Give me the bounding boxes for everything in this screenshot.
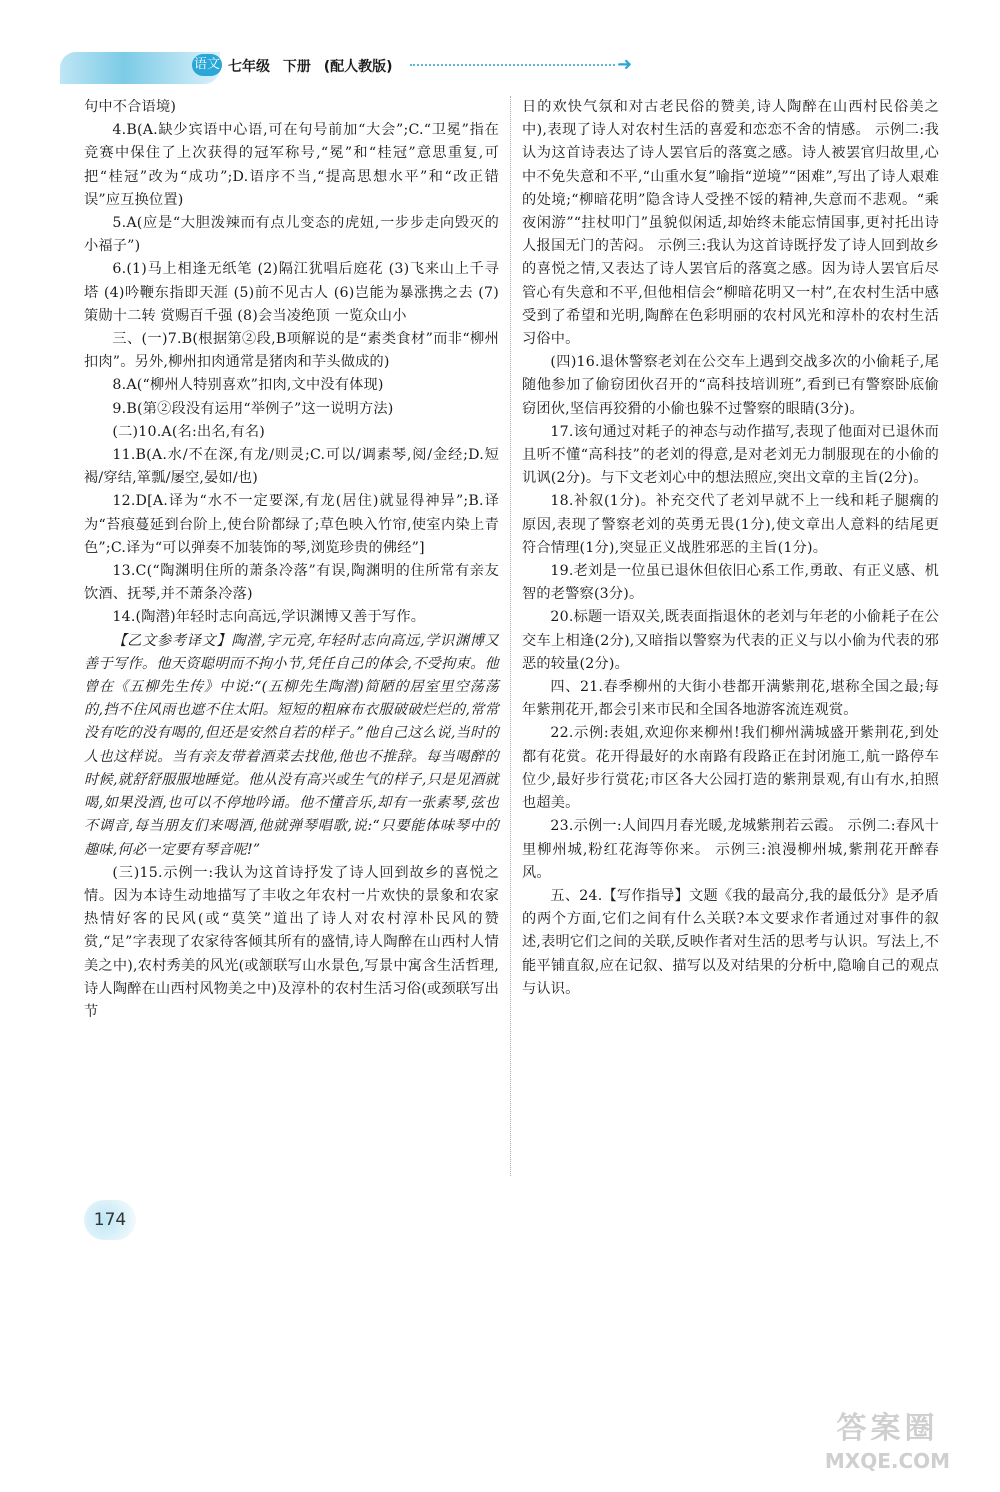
- answer-paragraph: 17.该句通过对耗子的神态与动作描写,表现了他面对已退休而且听不懂“高科技”的老刘的得意,是对老刘无力制服现在的小偷的讥讽(2分)。与下文老刘心中的想法照应,突出文章的主旨(2分)。: [522, 423, 939, 487]
- answer-paragraph: 9.B(第②段没有运用“举例子”这一说明方法): [112, 400, 394, 417]
- watermark-url: MXQE.COM: [824, 1449, 951, 1473]
- answer-paragraph: 23.示例一:人间四月春光暖,龙城紫荆若云霞。 示例二:春风十里柳州城,粉红花海等你来。 示例三:浪漫柳州城,紫荆花开醉春风。: [522, 818, 939, 881]
- answer-paragraph: 四、21.春季柳州的大街小巷都开满紫荆花,堪称全国之最;每年紫荆花开,都会引来市民和全国各地游客流连观赏。: [522, 679, 939, 719]
- answer-paragraph: 6.(1)马上相逢无纸笔 (2)隔江犹唱后庭花 (3)飞来山上千寻塔 (4)吟鞭东指即天涯 (5)前不见古人 (6)岂能为暴涨携之去 (7)策勋十二转 赏赐百千强 (8)会当凌绝顶 一览众山小: [84, 261, 499, 324]
- answer-paragraph: 12.D[A.译为“水不一定要深,有龙(居住)就显得神异”;B.译为“苔痕蔓延到台阶上,使台阶都绿了;草色映入竹帘,使室内染上青色”;C.译为“可以弹奏不加装饰的琴,浏览珍贵的佛经”]: [84, 493, 499, 556]
- answer-paragraph: 五、24.【写作指导】文题《我的最高分,我的最低分》是矛盾的两个方面,它们之间有什么关联?本文要求作者通过对事件的叙述,表明它们之间的关联,反映作者对生活的思考与认识。写法上,不能平铺直叙,应在记叙、描写以及对结果的分析中,隐喻自己的观点与认识。: [522, 887, 939, 997]
- answer-paragraph: 14.(陶潜)年轻时志向高远,学识渊博又善于写作。: [112, 609, 426, 626]
- answer-paragraph: 4.B(A.缺少宾语中心语,可在句号前加“大会”;C.“卫冕”指在竞赛中保住了上次获得的冠军称号,“冕”和“桂冠”意思重复,可把“桂冠”改为“成功”;D.语序不当,“提高思想水平”和“改正错误”应互换位置): [84, 122, 499, 208]
- right-column: [522, 96, 939, 1001]
- grade-info: [228, 56, 401, 76]
- volume-label: 下册: [282, 59, 311, 75]
- answer-paragraph: 5.A(应是“大胆泼辣而有点儿变态的虎妞,一步步走向毁灭的小福子”): [84, 215, 499, 255]
- watermark-logo: [800, 1410, 975, 1480]
- answer-paragraph: 11.B(A.水/不在深,有龙/则灵;C.可以/调素琴,阅/金经;D.短褐/穿结,箪瓢/屡空,晏如/也): [84, 447, 499, 487]
- answer-paragraph: 20.标题一语双关,既表面指退休的老刘与年老的小偷耗子在公交车上相逢(2分),又暗指以警察为代表的正义与以小偷为代表的邪恶的较量(2分)。: [522, 609, 939, 672]
- answer-paragraph: 22.示例:表姐,欢迎你来柳州!我们柳州满城盛开紫荆花,到处都有花赏。花开得最好的水南路有段路正在封闭施工,航一路停车位少,最好步行赏花;市区各大公园打造的紫荆景观,有山有水,拍照也超美。: [522, 725, 939, 812]
- column-divider: [510, 96, 511, 1176]
- page-header: [60, 48, 660, 88]
- page-number: 174: [84, 1200, 136, 1240]
- answer-paragraph: (二)10.A(名:出名,有名): [112, 423, 265, 440]
- answer-paragraph: 三、(一)7.B(根据第②段,B项解说的是“素类食材”而非“柳州扣肉”。另外,柳州扣肉通常是猪肉和芋头做成的): [84, 331, 499, 371]
- answer-paragraph: (四)16.退休警察老刘在公交车上遇到交战多次的小偷耗子,尾随他参加了偷窃团伙召开的“高科技培训班”,看到已有警察卧底偷窃团伙,坚信再狡猾的小偷也躲不过警察的眼睛(3分)。: [522, 354, 939, 417]
- header-dotted-line: [410, 64, 615, 66]
- answer-paragraph: 8.A(“柳州人特别喜欢”扣肉,文中没有体现): [112, 377, 384, 394]
- subject-badge: 语文: [192, 54, 222, 76]
- answer-paragraph: 13.C(“陶渊明住所的萧条冷落”有误,陶渊明的住所常有亲友饮酒、抚琴,并不萧条冷落): [84, 563, 499, 603]
- edition-label: (配人教版): [323, 59, 393, 75]
- grade-label: 七年级: [228, 59, 270, 75]
- answer-paragraph: 日的欢快气氛和对古老民俗的赞美,诗人陶醉在山西村民俗美之中),表现了诗人对农村生活的喜爱和恋恋不舍的情感。 示例二:我认为这首诗表达了诗人罢官后的落寞之感。诗人被罢官归故里,心中不免失意和不平,“山重水复”喻指“逆境”“困难”,写出了诗人艰难的处境;“柳暗花明”隐含诗人受挫不馁的精神,失意而不悲观。“乘夜闲游”“拄杖叩门”虽貌似闲适,却始终未能忘情国事,更衬托出诗人报国无门的苦闷。 示例三:我认为这首诗既抒发了诗人回到故乡的喜悦之情,又表达了诗人罢官后的落寞之感。因为诗人罢官后尽管心有失意和不平,但他相信会“柳暗花明又一村”,在农村生活中感受到了希望和光明,陶醉在色彩明丽的农村风光和淳朴的农村生活习俗中。: [522, 99, 939, 348]
- answer-paragraph: 19.老刘是一位虽已退休但依旧心系工作,勇敢、有正义感、机智的老警察(3分)。: [522, 563, 939, 603]
- answer-paragraph: (三)15.示例一:我认为这首诗抒发了诗人回到故乡的喜悦之情。因为本诗生动地描写了丰收之年农村一片欢快的景象和农家热情好客的民风(或“莫笑”道出了诗人对农村淳朴民风的赞赏,“足”字表现了农家待客倾其所有的盛情,诗人陶醉在山西村人情美之中),农村秀美的风光(或颔联写山水景色,写景中寓含生活哲理,诗人陶醉在山西村风物美之中)及淳朴的农村生活习俗(或颈联写出节: [84, 864, 499, 1020]
- left-column: [84, 96, 499, 1024]
- answer-paragraph: 18.补叙(1分)。补充交代了老刘早就不上一线和耗子腿瘸的原因,表现了警察老刘的英勇无畏(1分),使文章出人意料的结尾更符合情理(1分),突显正义战胜邪恶的主旨(1分)。: [522, 493, 939, 556]
- answer-paragraph: 【乙文参考译文】陶潜,字元亮,年轻时志向高远,学识渊博又善于写作。他天资聪明而不拘小节,凭任自己的体会,不受拘束。他曾在《五柳先生传》中说:“(五柳先生陶潜)简陋的居室里空荡荡的,挡不住风雨也遮不住太阳。短短的粗麻布衣服破破烂烂的,常常没有吃的没有喝的,但还是安然自若的样子。”他自己这么说,当时的人也这样说。当有亲友带着酒菜去找他,他也不推辞。每当喝醉的时候,就舒舒服服地睡觉。他从没有高兴或生气的样子,只是见酒就喝,如果没酒,也可以不停地吟诵。他不懂音乐,却有一张素琴,弦也不调音,每当朋友们来喝酒,他就弹琴唱歌,说:“只要能体味琴中的趣味,何必一定要有琴音呢!”: [84, 632, 499, 858]
- arrow-right-icon: ➜: [617, 54, 633, 75]
- answer-paragraph: 句中不合语境): [84, 99, 177, 115]
- watermark-text: 答案圈: [836, 1411, 939, 1446]
